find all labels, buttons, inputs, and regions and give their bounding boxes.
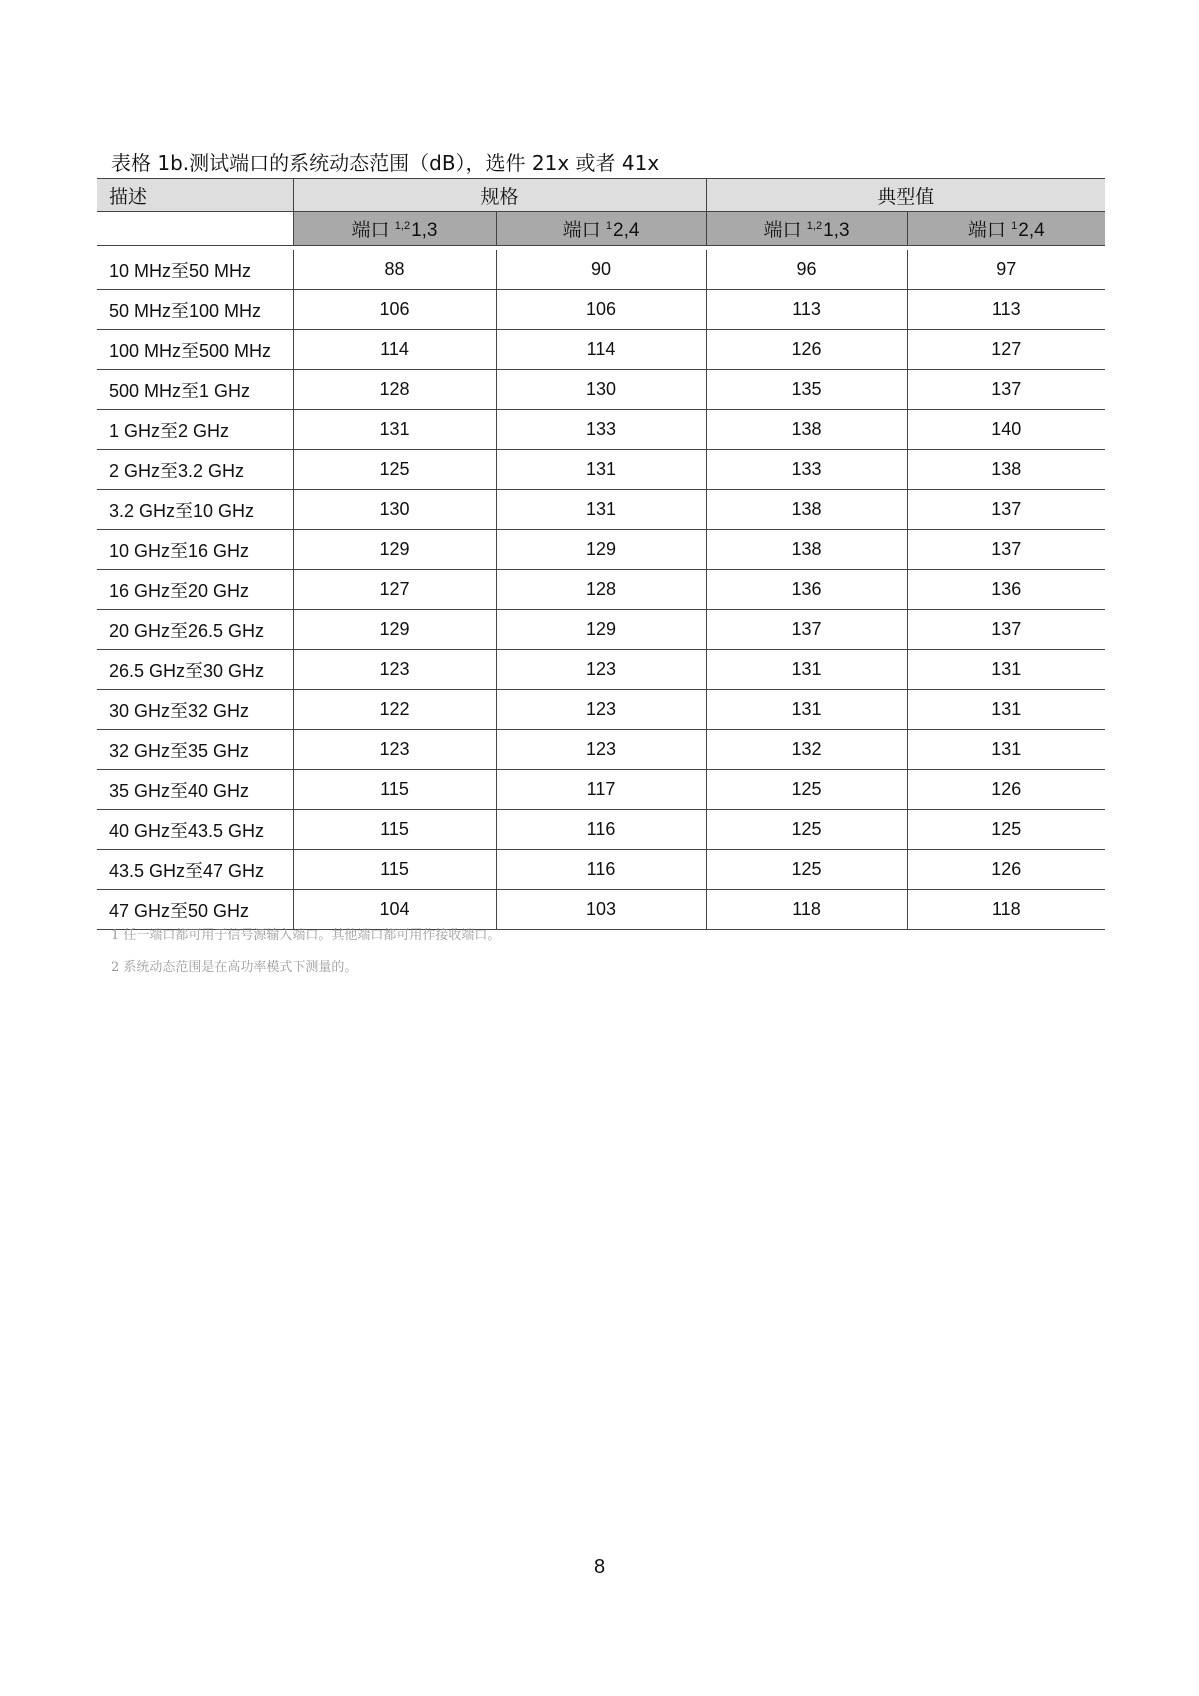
value-cell: 123: [496, 690, 706, 730]
table-row: [97, 490, 1105, 530]
table-row: [97, 690, 1105, 730]
value-cell: 130: [496, 370, 706, 410]
value-cell: 122: [293, 690, 496, 730]
value-cell: 133: [496, 410, 706, 450]
value-cell: 115: [293, 850, 496, 890]
frequency-range-cell: 35 GHz至40 GHz: [97, 770, 293, 810]
footnote-1: 1 任一端口都可用于信号源输入端口。其他端口都可用作接收端口。: [111, 928, 501, 943]
value-cell: 115: [293, 770, 496, 810]
value-cell: 125: [293, 450, 496, 490]
value-cell: 116: [496, 810, 706, 850]
value-cell: 104: [293, 890, 496, 930]
value-cell: 125: [706, 850, 907, 890]
value-cell: 118: [907, 890, 1105, 930]
table-row: [97, 330, 1105, 370]
value-cell: 138: [706, 410, 907, 450]
header-group-typical: 典型值: [706, 179, 1105, 212]
value-cell: 131: [293, 410, 496, 450]
value-cell: 131: [496, 450, 706, 490]
frequency-range-cell: 10 MHz至50 MHz: [97, 250, 293, 290]
frequency-range-cell: 500 MHz至1 GHz: [97, 370, 293, 410]
table-row: [97, 370, 1105, 410]
header-port-label: 2,4: [1018, 220, 1045, 241]
header-port-prefix: 端口: [967, 220, 1012, 241]
value-cell: 140: [907, 410, 1105, 450]
value-cell: 138: [907, 450, 1105, 490]
value-cell: 132: [706, 730, 907, 770]
frequency-range-cell: 10 GHz至16 GHz: [97, 530, 293, 570]
header-spec-port-1-3: [293, 212, 496, 246]
header-port-prefix: 端口: [562, 220, 606, 241]
header-port-prefix: 端口: [763, 220, 807, 241]
value-cell: 137: [706, 610, 907, 650]
table-row: [97, 810, 1105, 850]
value-cell: 97: [907, 250, 1105, 290]
value-cell: 117: [496, 770, 706, 810]
header-row-ports: [97, 212, 1105, 246]
value-cell: 113: [907, 290, 1105, 330]
frequency-range-cell: 40 GHz至43.5 GHz: [97, 810, 293, 850]
table-row: [97, 250, 1105, 290]
value-cell: 129: [496, 530, 706, 570]
value-cell: 136: [907, 570, 1105, 610]
frequency-range-cell: 47 GHz至50 GHz: [97, 890, 293, 930]
value-cell: 128: [496, 570, 706, 610]
value-cell: 106: [293, 290, 496, 330]
frequency-range-cell: 3.2 GHz至10 GHz: [97, 490, 293, 530]
frequency-range-cell: 2 GHz至3.2 GHz: [97, 450, 293, 490]
value-cell: 128: [293, 370, 496, 410]
value-cell: 90: [496, 250, 706, 290]
value-cell: 129: [293, 530, 496, 570]
value-cell: 137: [907, 370, 1105, 410]
header-group-spec: 规格: [293, 179, 706, 212]
table-row: [97, 850, 1105, 890]
table-row: [97, 290, 1105, 330]
value-cell: 106: [496, 290, 706, 330]
value-cell: 113: [706, 290, 907, 330]
value-cell: 131: [706, 690, 907, 730]
value-cell: 116: [496, 850, 706, 890]
frequency-range-cell: 1 GHz至2 GHz: [97, 410, 293, 450]
value-cell: 127: [293, 570, 496, 610]
header-port-label: 1,3: [411, 220, 438, 241]
table-caption: 表格 1b.测试端口的系统动态范围（dB），选件 21x 或者 41x: [111, 151, 660, 175]
header-blank-cell: [97, 212, 293, 246]
header-port-label: 2,4: [613, 220, 640, 241]
value-cell: 137: [907, 490, 1105, 530]
value-cell: 131: [496, 490, 706, 530]
value-cell: 133: [706, 450, 907, 490]
header-footnote-ref: 1,2: [394, 220, 411, 232]
value-cell: 131: [907, 690, 1105, 730]
value-cell: 129: [293, 610, 496, 650]
table-row: [97, 530, 1105, 570]
table-row: [97, 610, 1105, 650]
footnote-2: 2 系统动态范围是在高功率模式下测量的。: [111, 960, 358, 975]
frequency-range-cell: 16 GHz至20 GHz: [97, 570, 293, 610]
value-cell: 88: [293, 250, 496, 290]
header-footnote-ref: 1: [1011, 220, 1018, 232]
table-row: [97, 650, 1105, 690]
frequency-range-cell: 26.5 GHz至30 GHz: [97, 650, 293, 690]
table-row: [97, 410, 1105, 450]
value-cell: 125: [907, 810, 1105, 850]
header-row-groups: [97, 179, 1105, 212]
value-cell: 114: [293, 330, 496, 370]
frequency-range-cell: 100 MHz至500 MHz: [97, 330, 293, 370]
frequency-range-cell: 50 MHz至100 MHz: [97, 290, 293, 330]
header-description: 描述: [97, 179, 293, 212]
value-cell: 126: [706, 330, 907, 370]
header-footnote-ref: 1: [605, 220, 612, 232]
value-cell: 129: [496, 610, 706, 650]
dynamic-range-table: [97, 178, 1105, 930]
value-cell: 136: [706, 570, 907, 610]
header-typical-port-2-4: [907, 212, 1105, 246]
value-cell: 125: [706, 810, 907, 850]
value-cell: 131: [907, 730, 1105, 770]
header-port-label: 1,3: [823, 220, 850, 241]
value-cell: 103: [496, 890, 706, 930]
value-cell: 130: [293, 490, 496, 530]
value-cell: 126: [907, 850, 1105, 890]
header-spec-port-2-4: [496, 212, 706, 246]
frequency-range-cell: 32 GHz至35 GHz: [97, 730, 293, 770]
value-cell: 118: [706, 890, 907, 930]
value-cell: 96: [706, 250, 907, 290]
value-cell: 135: [706, 370, 907, 410]
header-footnote-ref: 1,2: [806, 220, 823, 232]
value-cell: 123: [496, 650, 706, 690]
value-cell: 125: [706, 770, 907, 810]
value-cell: 127: [907, 330, 1105, 370]
value-cell: 138: [706, 490, 907, 530]
value-cell: 137: [907, 530, 1105, 570]
page-number: 8: [593, 1556, 606, 1578]
table-row: [97, 450, 1105, 490]
footnotes: [111, 920, 500, 984]
value-cell: 123: [293, 650, 496, 690]
frequency-range-cell: 43.5 GHz至47 GHz: [97, 850, 293, 890]
value-cell: 115: [293, 810, 496, 850]
frequency-range-cell: 20 GHz至26.5 GHz: [97, 610, 293, 650]
value-cell: 131: [706, 650, 907, 690]
value-cell: 138: [706, 530, 907, 570]
value-cell: 123: [496, 730, 706, 770]
header-typical-port-1-3: [706, 212, 907, 246]
value-cell: 137: [907, 610, 1105, 650]
frequency-range-cell: 30 GHz至32 GHz: [97, 690, 293, 730]
table-row: [97, 570, 1105, 610]
value-cell: 126: [907, 770, 1105, 810]
value-cell: 131: [907, 650, 1105, 690]
header-port-prefix: 端口: [351, 220, 395, 241]
table-row: [97, 730, 1105, 770]
value-cell: 123: [293, 730, 496, 770]
value-cell: 114: [496, 330, 706, 370]
table-row: [97, 770, 1105, 810]
